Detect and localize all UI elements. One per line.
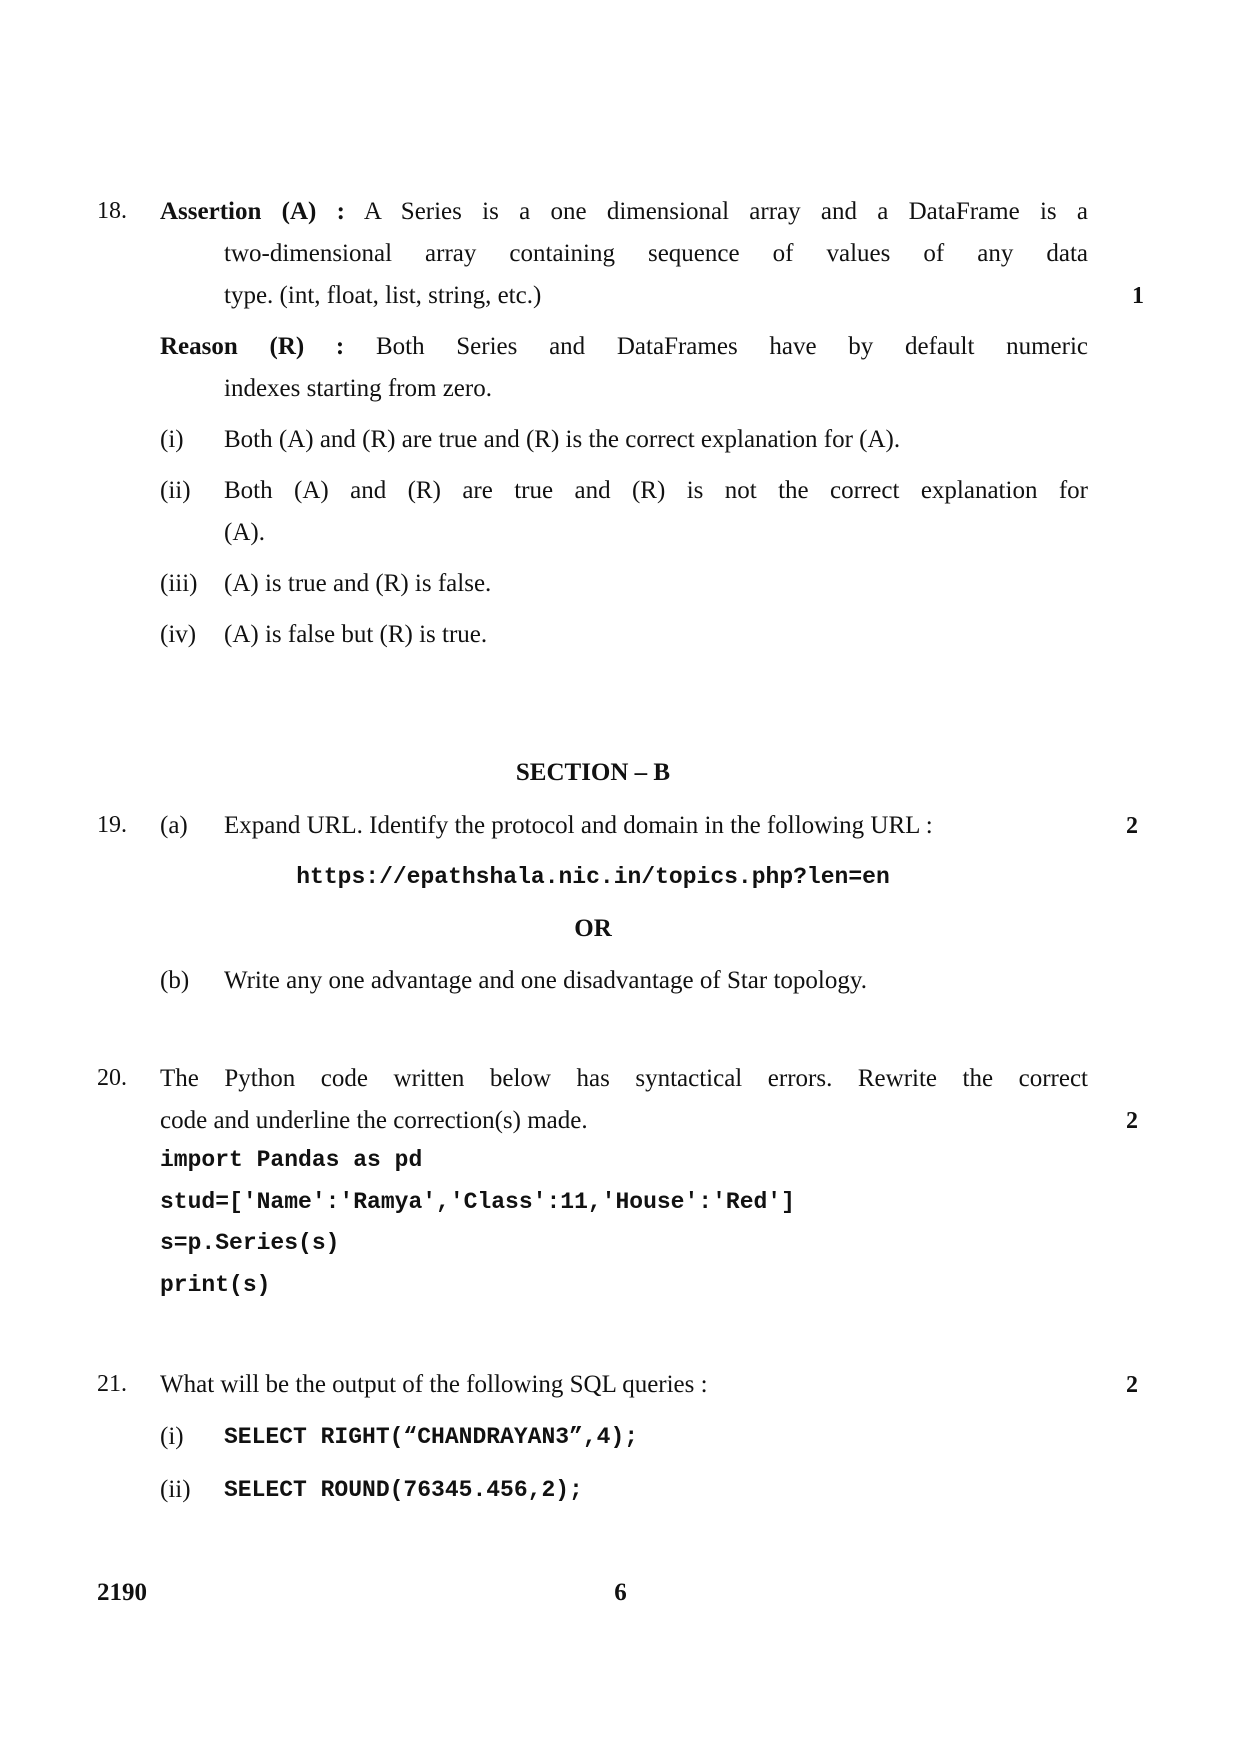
q18-option-ii-label: (ii) [160,477,191,504]
q21-marks: 2 [1126,1372,1138,1398]
q20-code-line: stud=['Name':'Ramya','Class':11,'House':'Red'] [160,1189,795,1215]
q18-assertion-line-2: two-dimensional array containing sequence of values of any data [224,240,1088,267]
q19-marks: 2 [1126,813,1138,839]
q19-url: https://epathshala.nic.in/topics.php?len=en [296,864,890,890]
q18-reason-text-1: Both Series and DataFrames have by default numeric [375,333,1088,360]
q20-code-line: import Pandas as pd [160,1147,423,1173]
q21-part-ii-label: (ii) [160,1476,191,1503]
q21-number: 21. [97,1371,127,1397]
q18-reason-line-2: indexes starting from zero. [224,375,492,402]
q18-assertion-line-3: type. (int, float, list, string, etc.) [224,282,542,309]
q18-option-i-text: Both (A) and (R) are true and (R) is the correct explanation for (A). [224,426,901,453]
q20-code-line: print(s) [160,1272,271,1298]
paper-code: 2190 [97,1579,147,1606]
q20-number: 20. [97,1065,127,1091]
q18-assertion-label: Assertion (A) : [160,198,345,225]
section-heading: SECTION – B [515,759,671,786]
q19-number: 19. [97,812,127,838]
q19-or: OR [574,915,612,942]
q18-marks: 1 [1132,283,1144,309]
q18-reason-label: Reason (R) : [160,333,345,360]
q21-part-i-query: SELECT RIGHT(“CHANDRAYAN3”,4); [224,1424,639,1450]
q20-marks: 2 [1126,1108,1138,1134]
q18-option-iii-text: (A) is true and (R) is false. [224,570,492,597]
q18-option-i-label: (i) [160,426,184,453]
q18-number: 18. [97,198,127,224]
q18-option-iii-label: (iii) [160,570,198,597]
q20-text-line-1: The Python code written below has syntactical errors. Rewrite the correct [160,1065,1088,1092]
q18-assertion-line-1 [160,199,1088,224]
q18-option-ii-text: Both (A) and (R) are true and (R) is not the correct explanation for [224,477,1088,504]
q19-part-b-text: Write any one advantage and one disadvantage of Star topology. [224,967,867,994]
q19-part-a-label: (a) [160,812,188,839]
q19-part-a-text: Expand URL. Identify the protocol and domain in the following URL : [224,812,933,839]
q21-part-ii-query: SELECT ROUND(76345.456,2); [224,1477,583,1503]
q21-text: What will be the output of the following SQL queries : [160,1371,708,1398]
q21-part-i-label: (i) [160,1423,184,1450]
page-number: 6 [614,1579,627,1606]
q18-assertion-text-1: A Series is a one dimensional array and a DataFrame is a [363,198,1088,225]
q18-option-ii-text-cont: (A). [224,519,265,546]
q19-part-b-label: (b) [160,967,190,994]
q18-option-iv-label: (iv) [160,621,197,648]
q18-reason-line-1 [160,334,1088,359]
q20-code-line: s=p.Series(s) [160,1230,340,1256]
q20-text-line-2: code and underline the correction(s) made. [160,1107,588,1134]
q18-option-iv-text: (A) is false but (R) is true. [224,621,488,648]
